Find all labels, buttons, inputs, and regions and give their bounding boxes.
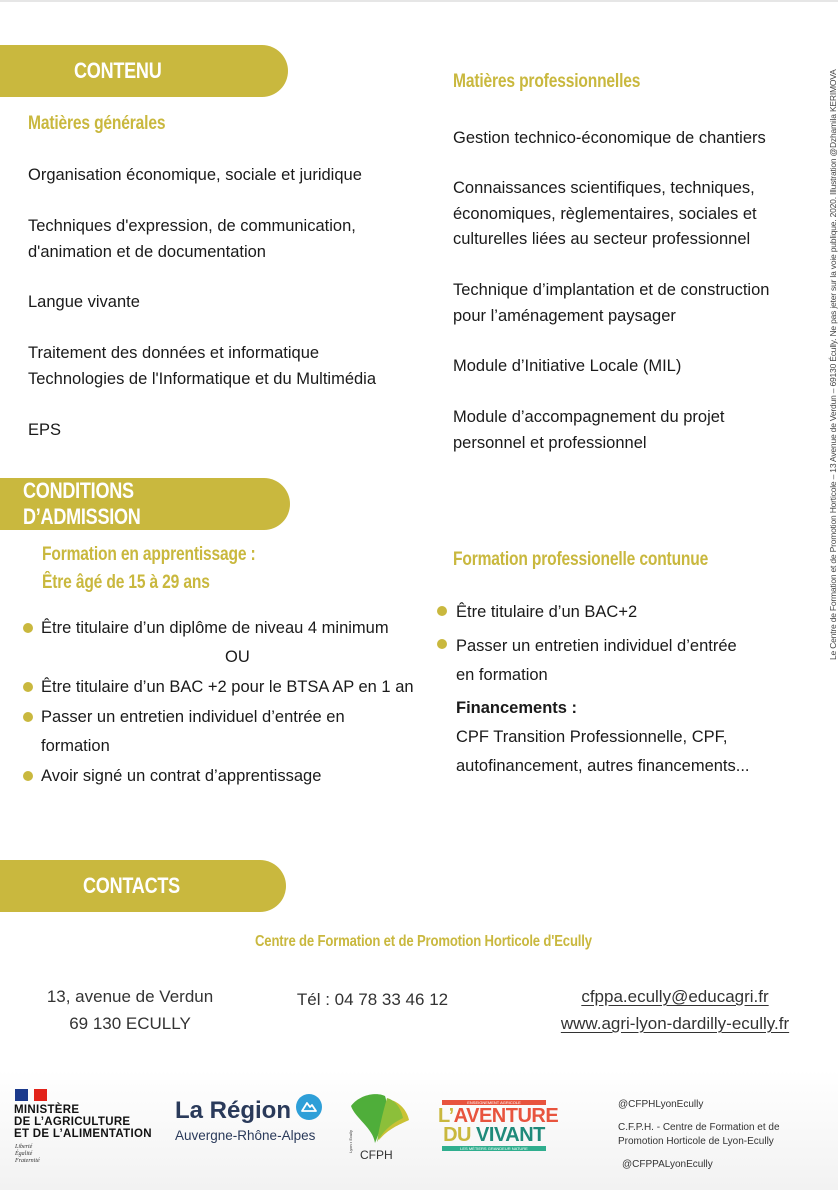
item-line: culturelles liées au secteur professionnel — [453, 230, 751, 248]
motto-line: Égalité — [15, 1151, 33, 1157]
item-line: Traitement des données et informatique — [28, 344, 320, 362]
region-mountain-icon — [296, 1094, 322, 1120]
item-line: Langue vivante — [28, 293, 140, 311]
address — [30, 983, 230, 1037]
financements-line: autofinancement, autres financements... — [456, 757, 750, 775]
item-line: Connaissances scientifiques, techniques, — [453, 179, 755, 197]
item-line: Technologies de l'Informatique et du Multimédia — [28, 369, 377, 388]
email-link[interactable]: cfppa.ecully@educagri.fr — [581, 987, 769, 1006]
item-line: d'animation et de documentation — [28, 242, 266, 261]
region-logo-name: La Région — [175, 1097, 292, 1124]
professional-item — [453, 126, 766, 152]
logo-bottom-band: LES MÉTIERS GRANDEUR NATURE — [442, 1146, 546, 1151]
bullet-icon — [437, 606, 447, 616]
section-label: CONDITIONS D’ADMISSION — [23, 478, 141, 529]
bullet-icon — [23, 771, 33, 781]
item-line: Organisation économique, sociale et juridique — [28, 166, 362, 184]
marianne-flag-icon — [15, 1089, 47, 1101]
phone: Tél : 04 78 33 46 12 — [296, 990, 449, 1009]
logo-line: ET DE L’ALIMENTATION — [14, 1128, 152, 1140]
heading-apprentissage — [42, 541, 302, 597]
item-line: économiques, règlementaires, sociales et — [453, 204, 757, 223]
ministere-logo — [14, 1104, 152, 1140]
bullet-icon — [23, 712, 33, 722]
motto-line: Liberté — [15, 1144, 33, 1150]
section-label: CONTENU — [74, 58, 162, 83]
org-name-text: Centre de Formation et de Promotion Horticole d'Ecully — [255, 933, 592, 950]
heading-text: Matières générales — [28, 113, 166, 134]
website-link[interactable]: www.agri-lyon-dardilly-ecully.fr — [560, 1014, 790, 1033]
admission-item-continuation: formation — [41, 737, 110, 755]
item-line: Techniques d'expression, de communication, — [28, 217, 356, 235]
heading-matieres-generales — [28, 113, 196, 135]
section-header-contacts — [0, 860, 286, 912]
social-handle-instagram[interactable]: @CFPPALyonEcully — [622, 1159, 713, 1170]
logo-word: AVENTURE — [453, 1105, 559, 1127]
org-name — [255, 933, 666, 951]
section-label: CONTACTS — [83, 873, 180, 898]
item-line: pour l’aménagement paysager — [453, 306, 676, 325]
cfph-logo-text: CFPH — [360, 1148, 393, 1162]
section-header-admission — [0, 478, 290, 530]
logo-line: MINISTÈRE — [14, 1104, 80, 1116]
item-line: personnel et professionnel — [453, 433, 647, 452]
logo-word: L’ — [438, 1105, 454, 1127]
admission-item: Être titulaire d’un diplôme de niveau 4 minimum — [41, 619, 389, 637]
bullet-icon — [23, 682, 33, 692]
logo-word: VIVANT — [476, 1124, 545, 1146]
general-item — [28, 290, 140, 316]
item-line: Gestion technico-économique de chantiers — [453, 129, 766, 147]
admission-item: Avoir signé un contrat d’apprentissage — [41, 767, 322, 785]
links — [540, 983, 810, 1037]
item-line: Module d’Initiative Locale (MIL) — [453, 357, 682, 375]
professional-item — [453, 176, 757, 253]
logo-word: DU — [443, 1124, 477, 1146]
heading-text: Être âgé de 15 à 29 ans — [42, 572, 210, 593]
logo-line — [438, 1125, 550, 1145]
general-item — [28, 418, 61, 444]
financements-label: Financements : — [456, 699, 578, 717]
bullet-icon — [23, 623, 33, 633]
heading-formation-continue — [453, 549, 764, 571]
top-border — [0, 0, 838, 2]
logo-line: DE L’AGRICULTURE — [14, 1116, 131, 1128]
admission-item: Passer un entretien individuel d’entrée en — [41, 708, 345, 726]
aventure-du-vivant-logo — [438, 1100, 559, 1152]
professional-item — [453, 405, 725, 456]
continue-item: Être titulaire d’un BAC+2 — [456, 603, 638, 621]
professional-item — [453, 354, 681, 380]
heading-text: Matières professionnelles — [453, 71, 641, 92]
social-org-line: C.F.P.H. - Centre de Formation et de — [618, 1122, 780, 1133]
or-label: OU — [225, 648, 250, 666]
legal-side-note: Le Centre de Formation et de Promotion Horticole – 13 Avenue de Verdun – 69130 Écully. Ne pas jeter sur la voie publique. 2020. Illustration @Dzhamila KERIMOVA — [828, 69, 838, 661]
address-line: 69 130 ECULLY — [69, 1014, 191, 1033]
logo-line — [438, 1105, 559, 1127]
continue-item: Passer un entretien individuel d’entrée — [456, 637, 737, 655]
professional-item — [453, 278, 769, 329]
general-item — [28, 163, 362, 189]
heading-text: Formation professionelle contunue — [453, 549, 709, 570]
item-line: Technique d’implantation et de construction — [453, 281, 770, 299]
section-header-contenu — [0, 45, 288, 97]
item-line: EPS — [28, 421, 62, 439]
heading-text: Formation en apprentissage : — [42, 544, 256, 565]
logo-top-band: ENSEIGNEMENT AGRICOLE — [442, 1100, 546, 1105]
continue-item-continuation: en formation — [456, 666, 548, 684]
general-item — [28, 341, 376, 392]
motto-line: Fraternité — [15, 1158, 40, 1164]
financements-line: CPF Transition Professionnelle, CPF, — [456, 728, 728, 746]
address-line: 13, avenue de Verdun — [46, 987, 214, 1006]
region-logo-sub: Auvergne-Rhône-Alpes — [175, 1128, 316, 1143]
cfph-side-text: Lyon • Ecully — [348, 1130, 353, 1153]
social-org-name — [618, 1121, 780, 1149]
bullet-icon — [437, 639, 447, 649]
heading-matieres-professionnelles — [453, 71, 681, 93]
social-org-line: Promotion Horticole de Lyon-Ecully — [618, 1136, 774, 1147]
social-handle-facebook[interactable]: @CFPHLyonEcully — [618, 1099, 704, 1110]
item-line: Module d’accompagnement du projet — [453, 408, 725, 426]
general-item — [28, 214, 356, 265]
admission-item: Être titulaire d’un BAC +2 pour le BTSA AP en 1 an — [41, 678, 414, 696]
ministere-motto — [15, 1144, 40, 1165]
